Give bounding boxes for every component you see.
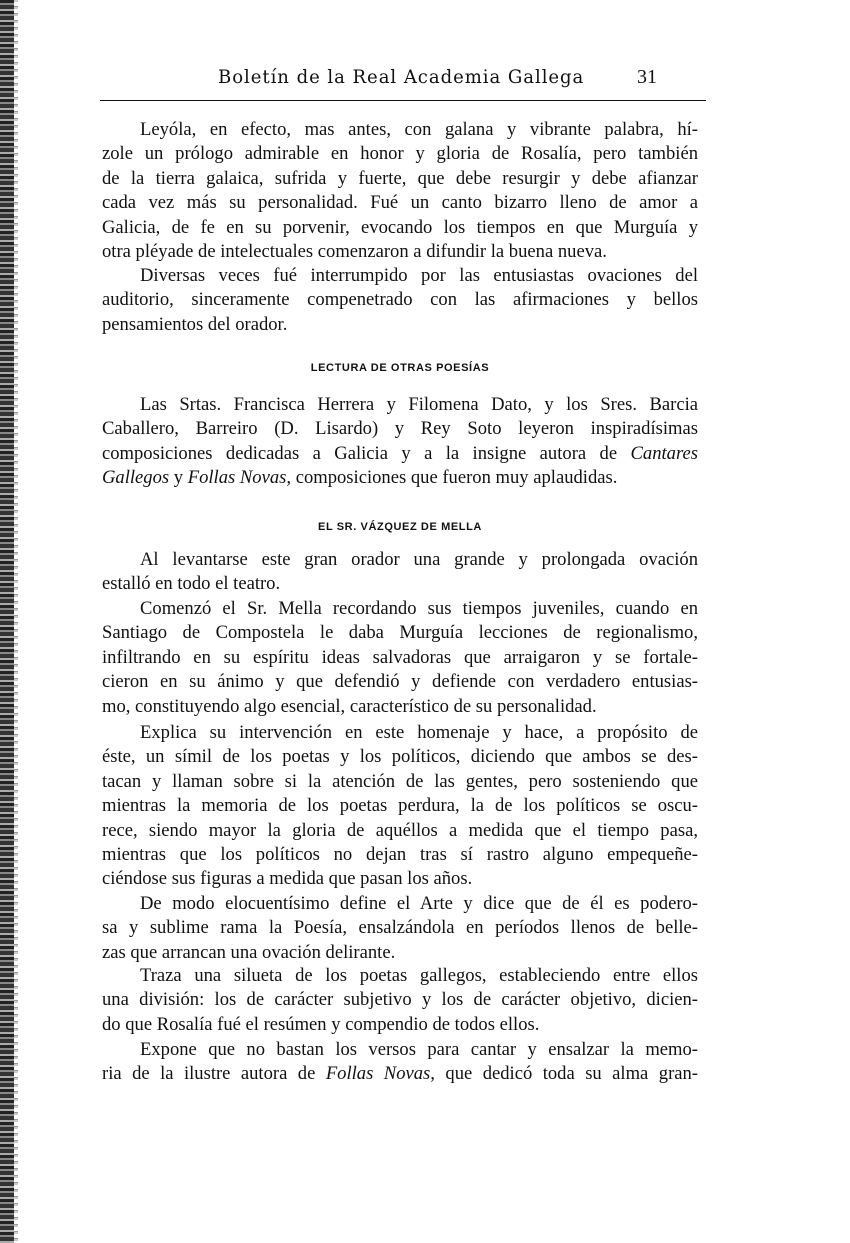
text-line: una división: los de carácter subjetivo y los de carácter objetivo, dicien- xyxy=(102,989,698,1011)
text-line: Al levantarse este gran orador una grande y prolongada ovación xyxy=(140,549,698,570)
text-run: y xyxy=(169,467,188,489)
text-line: sa y sublime rama la Poesía, ensalzándola en períodos llenos de belle- xyxy=(102,917,698,939)
scan-edge xyxy=(0,0,14,1243)
paragraph xyxy=(102,548,698,597)
text-run: que dedicó toda su alma gran- xyxy=(434,1063,699,1085)
header-rule xyxy=(100,100,706,101)
paragraph xyxy=(102,264,698,337)
paragraph xyxy=(102,721,698,892)
paragraph xyxy=(102,1038,698,1087)
text-line: zole un prólogo admirable en honor y gloria de Rosalía, pero también xyxy=(102,143,698,165)
text-line: mientras que los políticos no dejan tras sí rastro alguno empequeñe- xyxy=(102,843,698,865)
text-line: ciéndose sus figuras a medida que pasan los años. xyxy=(102,868,473,890)
text-line: do que Rosalía fué el resúmen y compendio de todos ellos. xyxy=(102,1013,540,1035)
text-line: Leyóla, en efecto, mas antes, con galana y vibrante palabra, hí- xyxy=(140,119,698,140)
text-line: Expone que no bastan los versos para cantar y ensalzar la memo- xyxy=(140,1039,698,1060)
text-line: otra pléyade de intelectuales comenzaron a difundir la buena nueva. xyxy=(102,240,607,262)
text-line: mientras la memoria de los poetas perdura, la de los políticos se oscu- xyxy=(102,795,698,817)
text-line: auditorio, sinceramente compenetrado con las afirmaciones y bellos xyxy=(102,289,698,311)
text-line: Explica su intervención en este homenaje y hace, a propósito de xyxy=(140,722,698,743)
text-run: composiciones dedicadas a Galicia y a la insigne autora de xyxy=(102,442,631,464)
italic-title: Gallegos xyxy=(102,467,170,489)
text-run: ria de la ilustre autora de xyxy=(102,1063,326,1085)
text-line: zas que arrancan una ovación delirante. xyxy=(102,941,396,963)
text-line: mo, constituyendo algo esencial, característico de su personalidad. xyxy=(102,695,597,717)
text-line: pensamientos del orador. xyxy=(102,313,288,335)
text-run: composiciones que fueron muy aplaudidas. xyxy=(291,467,618,489)
text-line: Santiago de Compostela le daba Murguía lecciones de regionalismo, xyxy=(102,622,698,644)
journal-title: Boletín de la Real Academia Gallega xyxy=(218,66,585,88)
text-line: Caballero, Barreiro (D. Lisardo) y Rey Soto leyeron inspiradísimas xyxy=(102,418,698,440)
text-line: estalló en todo el teatro. xyxy=(102,573,281,595)
text-line xyxy=(102,442,698,466)
text-line xyxy=(102,1062,698,1086)
paragraph xyxy=(102,964,698,1037)
text-line: Galicia, de fe en su porvenir, evocando los tiempos en que Murguía y xyxy=(102,216,698,238)
paragraph xyxy=(102,118,698,264)
paragraph xyxy=(102,892,698,965)
paragraph xyxy=(102,393,698,491)
running-header xyxy=(100,66,705,96)
text-line: cada vez más su personalidad. Fué un canto bizarro lleno de amor a xyxy=(102,192,698,214)
text-line: rece, siendo mayor la gloria de aquéllos a medida que el tiempo pasa, xyxy=(102,819,698,841)
page-number: 31 xyxy=(637,66,657,88)
section-heading: EL SR. VÁZQUEZ DE MELLA xyxy=(318,521,482,533)
italic-title: Cantares xyxy=(630,442,698,464)
text-line: Traza una silueta de los poetas gallegos, estableciendo entre ellos xyxy=(140,965,698,986)
text-line xyxy=(102,466,698,490)
text-line: Comenzó el Sr. Mella recordando sus tiempos juveniles, cuando en xyxy=(140,598,698,619)
text-line: de la tierra galaica, sufrida y fuerte, que debe resurgir y debe afianzar xyxy=(102,167,698,189)
text-line: cieron en su ánimo y que defendió y defiende con verdadero entusias- xyxy=(102,671,698,693)
italic-title: Follas Novas, xyxy=(187,467,292,489)
scan-edge-shadow xyxy=(14,0,18,1243)
section-heading: LECTURA DE OTRAS POESÍAS xyxy=(310,362,490,374)
text-line: Diversas veces fué interrumpido por las entusiastas ovaciones del xyxy=(140,265,698,286)
text-line: Las Srtas. Francisca Herrera y Filomena Dato, y los Sres. Barcia xyxy=(140,394,698,415)
italic-title: Follas Novas, xyxy=(325,1063,435,1085)
text-line: infiltrando en su espíritu ideas salvadoras que arraigaron y se fortale- xyxy=(102,646,698,668)
paragraph xyxy=(102,597,698,719)
text-line: éste, un símil de los poetas y los políticos, diciendo que ambos se des- xyxy=(102,746,698,768)
text-line: De modo elocuentísimo define el Arte y dice que de él es podero- xyxy=(140,893,698,914)
text-line: tacan y llaman sobre si la atención de las gentes, pero sosteniendo que xyxy=(102,770,698,792)
